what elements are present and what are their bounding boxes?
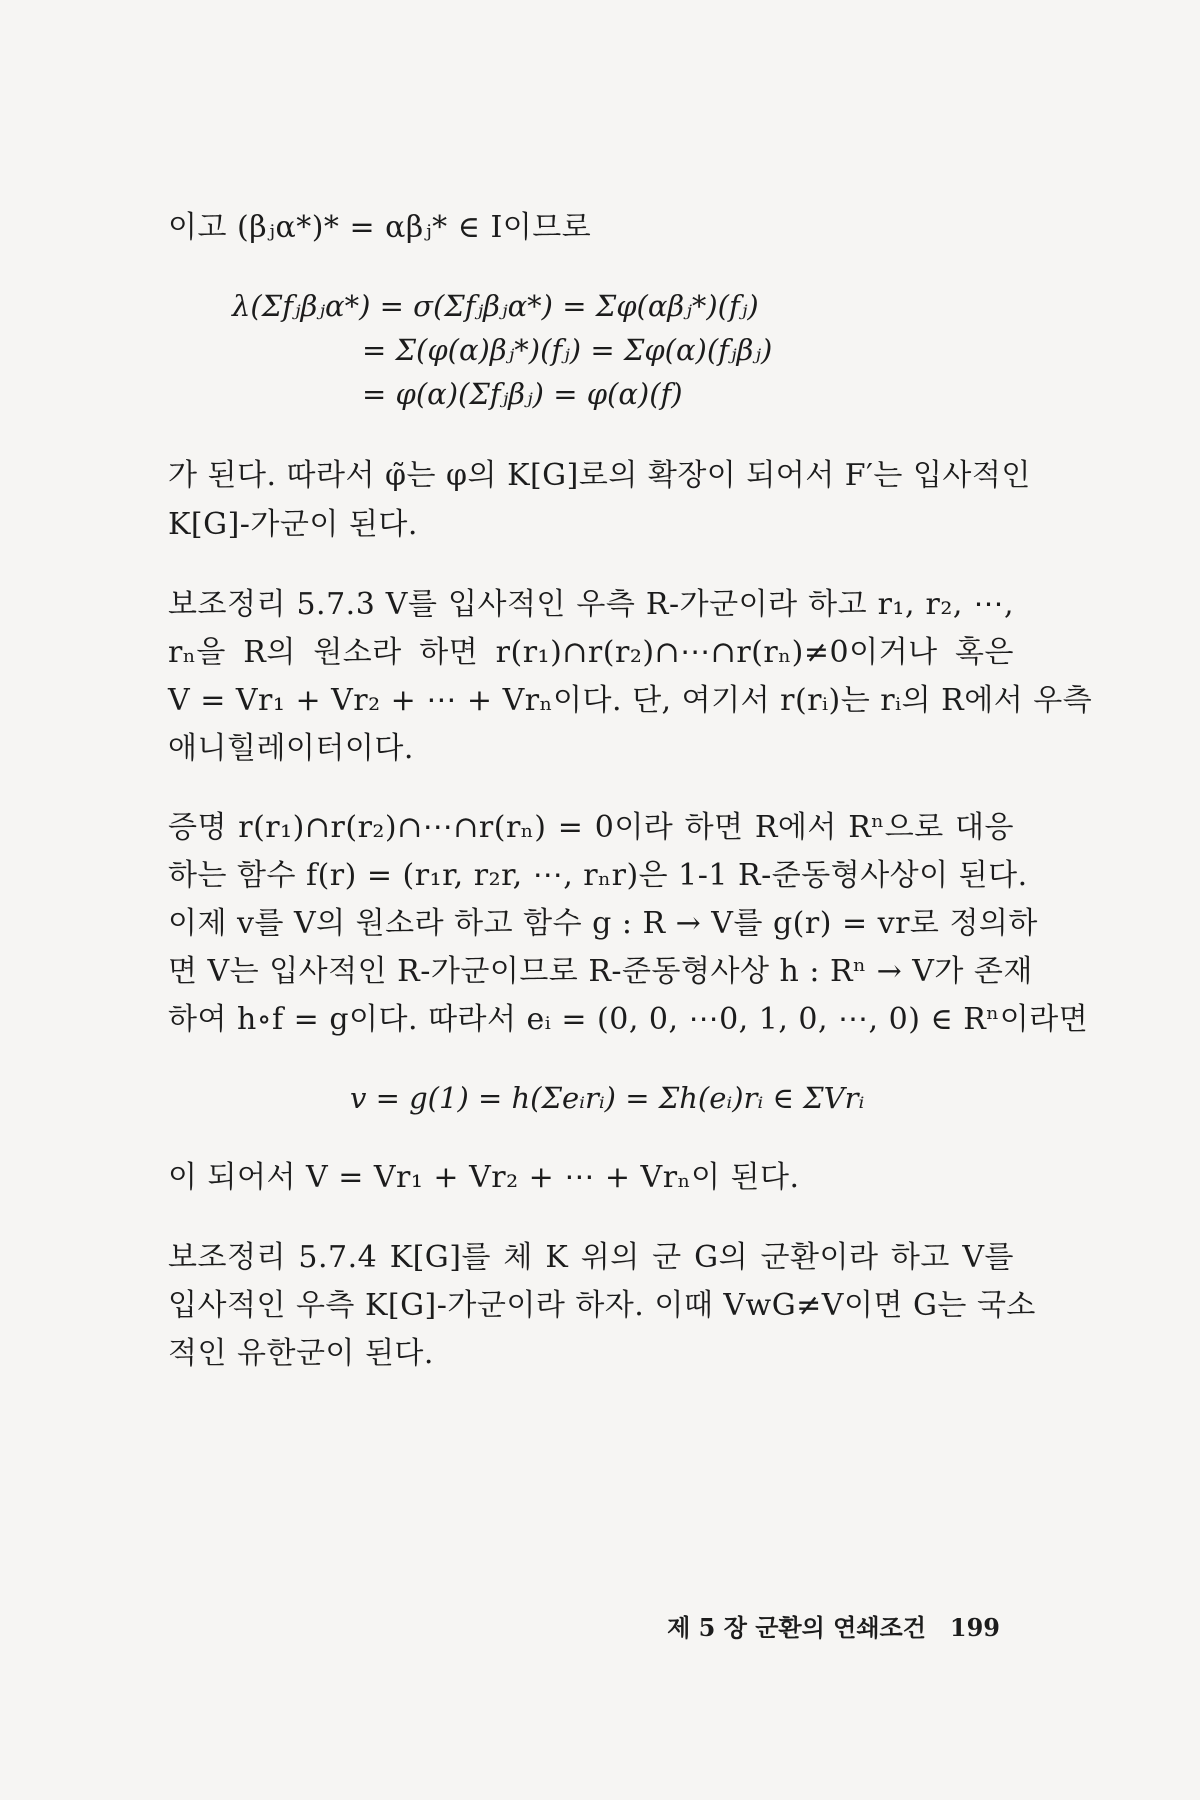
intro-line: 이고 (βⱼα*)* = αβⱼ* ∈ I이므로	[168, 210, 592, 245]
proof-line: 하여 h∘f = g이다. 따라서 eᵢ = (0, 0, ⋯0, 1, 0, ⋯, 0) ∈ Rⁿ이라면	[168, 1002, 1089, 1037]
equation-2: v = g(1) = h(Σeᵢrᵢ) = Σh(eᵢ)rᵢ ∈ ΣVrᵢ	[350, 1081, 865, 1115]
lemma-573-line: 보조정리 5.7.3 V를 입사적인 우측 R-가군이라 하고 r₁, r₂, ⋯,	[168, 587, 1014, 622]
lemma-573-line: V = Vr₁ + Vr₂ + ⋯ + Vrₙ이다. 단, 여기서 r(rᵢ)는 rᵢ의 R에서 우측	[168, 683, 1093, 718]
lemma-573-line: 애니힐레이터이다.	[168, 731, 414, 766]
proof-line: 증명 r(r₁)∩r(r₂)∩⋯∩r(rₙ) = 0이라 하면 R에서 Rⁿ으로 대응	[168, 810, 1014, 845]
lemma-574-line: 보조정리 5.7.4 K[G]를 체 K 위의 군 G의 군환이라 하고 V를	[168, 1240, 1014, 1275]
equation-line-3: = φ(α)(Σfⱼβⱼ) = φ(α)(f)	[362, 377, 683, 411]
paragraph-line: K[G]-가군이 된다.	[168, 507, 418, 542]
equation-line-1: λ(Σfⱼβⱼα*) = σ(Σfⱼβⱼα*) = Σφ(αβⱼ*)(fⱼ)	[232, 289, 759, 323]
chapter-title: 제 5 장 군환의 연쇄조건	[667, 1613, 926, 1642]
lemma-574-line: 입사적인 우측 K[G]-가군이라 하자. 이때 VwG≠V이면 G는 국소	[168, 1288, 1036, 1323]
lemma-574-line: 적인 유한군이 된다.	[168, 1336, 434, 1371]
lemma-573-line: rₙ을 R의 원소라 하면 r(r₁)∩r(r₂)∩⋯∩r(rₙ)≠0이거나 혹은	[168, 635, 1014, 670]
page-number: 199	[949, 1613, 1000, 1642]
paragraph-line: 가 된다. 따라서 φ̃는 φ의 K[G]로의 확장이 되어서 F′는 입사적인	[168, 458, 1031, 493]
proof-line: 하는 함수 f(r) = (r₁r, r₂r, ⋯, rₙr)은 1-1 R-준동형사상이 된다.	[168, 858, 1028, 893]
proof-line: 이제 v를 V의 원소라 하고 함수 g : R → V를 g(r) = vr로 정의하	[168, 906, 1038, 941]
conclusion-line: 이 되어서 V = Vr₁ + Vr₂ + ⋯ + Vrₙ이 된다.	[168, 1160, 800, 1195]
page-footer	[667, 1608, 1000, 1643]
proof-line: 면 V는 입사적인 R-가군이므로 R-준동형사상 h : Rⁿ → V가 존재	[168, 954, 1033, 989]
equation-line-2: = Σ(φ(α)βⱼ*)(fⱼ) = Σφ(α)(fⱼβⱼ)	[362, 333, 773, 367]
